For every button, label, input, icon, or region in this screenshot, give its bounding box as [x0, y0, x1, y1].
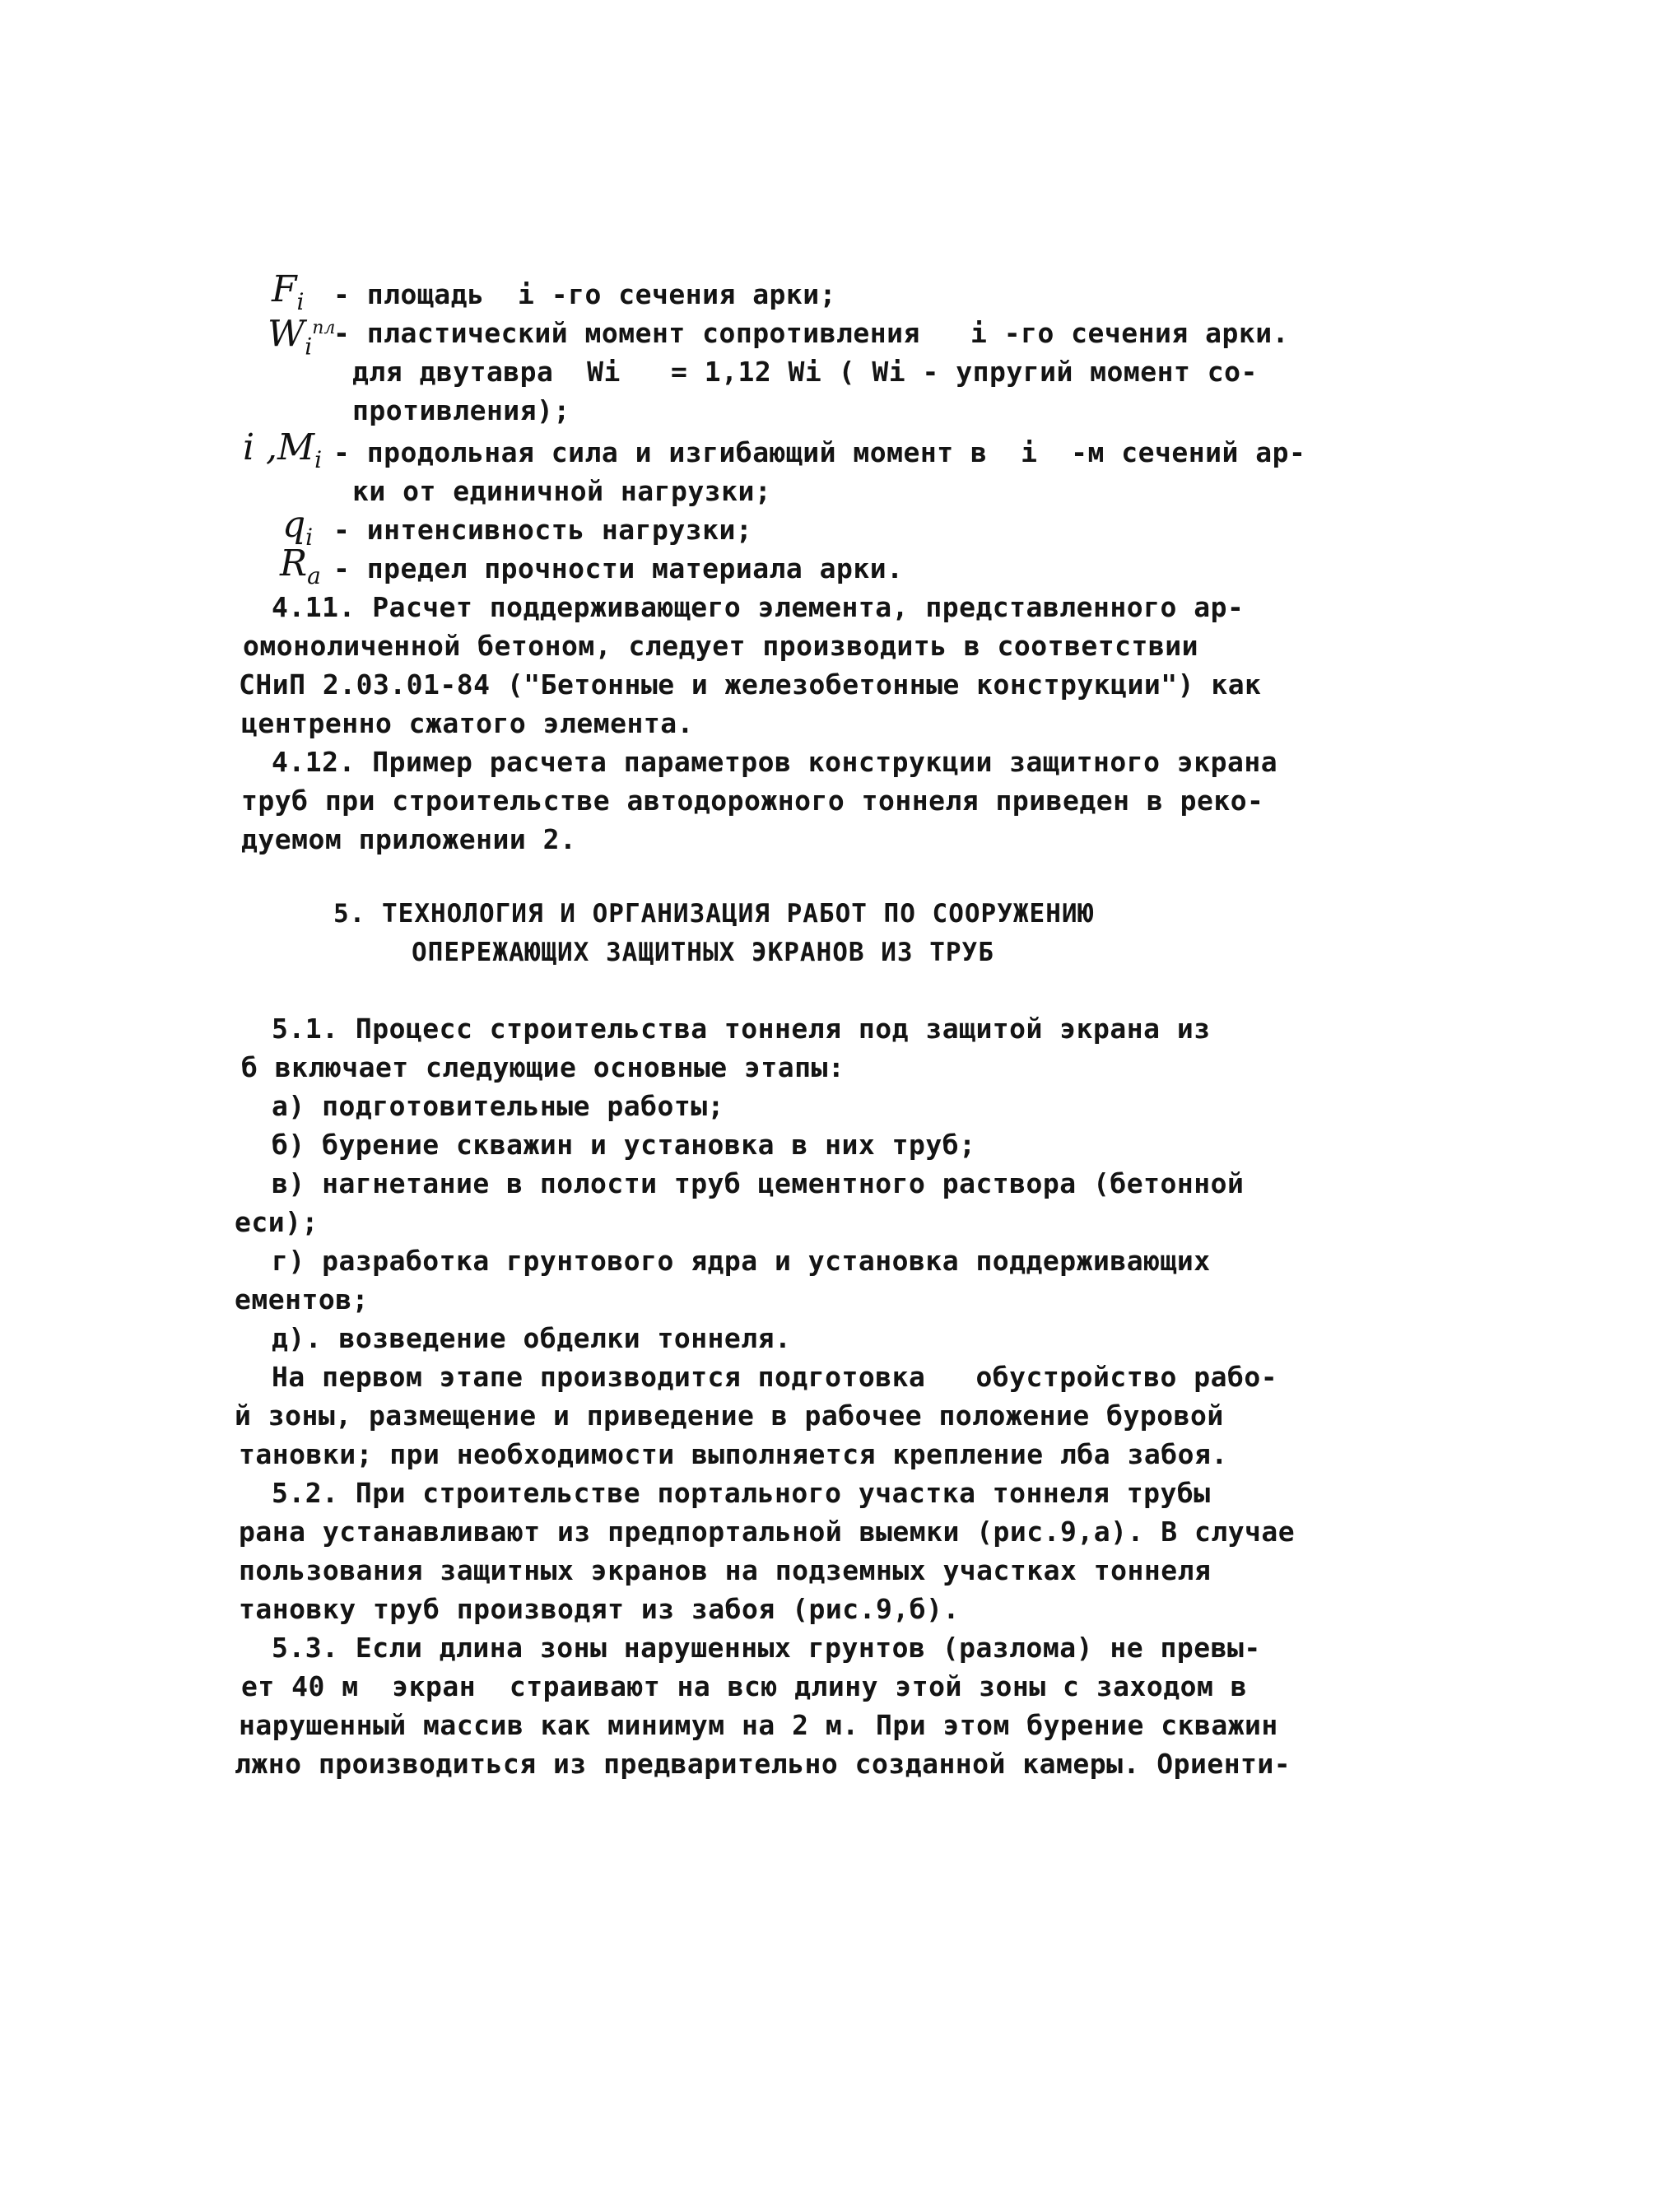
definition-line: - продольная сила и изгибающий момент в i -м сечений ар- — [333, 436, 1306, 468]
definition-line: - пластический момент сопротивления i -го сечения арки. — [333, 317, 1289, 349]
paragraph-line: труб при строительстве автодорожного тоннеля приведен в реко- — [241, 785, 1264, 817]
paragraph-line: пользования защитных экранов на подземных участках тоннеля — [239, 1554, 1212, 1586]
paragraph-line: нарушенный массив как минимум на 2 м. При этом бурение скважин — [239, 1709, 1278, 1741]
paragraph-line: омоноличенной бетоном, следует производить в соответствии — [243, 630, 1198, 662]
section-heading: 5. ТЕХНОЛОГИЯ И ОРГАНИЗАЦИЯ РАБОТ ПО СООРУЖЕНИЮ — [333, 899, 1095, 929]
paragraph-line: На первом этапе производится подготовка обустройство рабо- — [272, 1361, 1278, 1393]
definition-line: для двутавра Wi = 1,12 Wi ( Wi - упругий момент со- — [352, 356, 1258, 388]
list-item: г) разработка грунтового ядра и установка поддерживающих — [272, 1245, 1211, 1277]
symbol-W: $W_i^{пл}$ — [268, 313, 336, 361]
paragraph-line: тановку труб производят из забоя (рис.9,б). — [239, 1593, 960, 1625]
paragraph-line: ементов; — [235, 1283, 369, 1316]
paragraph-line: 5.3. Если длина зоны нарушенных грунтов (разлома) не превы- — [272, 1632, 1261, 1664]
symbol-F: $F_i$ — [272, 268, 305, 315]
symbol-M: i $,M_i$ — [243, 426, 323, 473]
paragraph-line: 4.12. Пример расчета параметров конструкции защитного экрана — [272, 746, 1278, 778]
paragraph-line: центренно сжатого элемента. — [241, 707, 694, 739]
list-item: б) бурение скважин и установка в них труб; — [272, 1129, 976, 1161]
list-item: д). возведение обделки тоннеля. — [272, 1322, 792, 1354]
paragraph-line: ет 40 м экран страивают на всю длину этой зоны с заходом в — [241, 1670, 1248, 1702]
list-item: в) нагнетание в полости труб цементного раствора (бетонной — [272, 1167, 1245, 1199]
paragraph-line: рана устанавливают из предпортальной выемки (рис.9,а). В случае — [239, 1516, 1296, 1548]
paragraph-line: лжно производиться из предварительно созданной камеры. Ориенти- — [235, 1748, 1291, 1780]
paragraph-line: 5.2. При строительстве портального участка тоннеля трубы — [272, 1477, 1211, 1509]
symbol-q: $q_i$ — [282, 504, 314, 551]
symbol-R: $R_a$ — [280, 543, 321, 589]
definition-line: - предел прочности материала арки. — [333, 552, 904, 584]
definition-line: противления); — [352, 394, 570, 426]
paragraph-line: еси); — [235, 1206, 319, 1238]
definition-line: - интенсивность нагрузки; — [333, 514, 753, 546]
paragraph-line: дуемом приложении 2. — [241, 823, 577, 855]
definition-line: - площадь i -го сечения арки; — [333, 278, 837, 310]
definition-line: ки от единичной нагрузки; — [352, 475, 772, 507]
paragraph-line: СНиП 2.03.01-84 ("Бетонные и железобетонные конструкции") как — [239, 668, 1262, 701]
paragraph-line: тановки; при необходимости выполняется крепление лба забоя. — [239, 1438, 1228, 1470]
paragraph-line: б включает следующие основные этапы: — [241, 1051, 845, 1083]
list-item: а) подготовительные работы; — [272, 1090, 724, 1122]
section-heading: ОПЕРЕЖАЮЩИХ ЗАЩИТНЫХ ЭКРАНОВ ИЗ ТРУБ — [412, 938, 994, 967]
paragraph-line: 4.11. Расчет поддерживающего элемента, представленного ар- — [272, 591, 1245, 623]
paragraph-line: й зоны, размещение и приведение в рабочее положение буровой — [235, 1399, 1224, 1432]
paragraph-line: 5.1. Процесс строительства тоннеля под защитой экрана из — [272, 1013, 1211, 1045]
